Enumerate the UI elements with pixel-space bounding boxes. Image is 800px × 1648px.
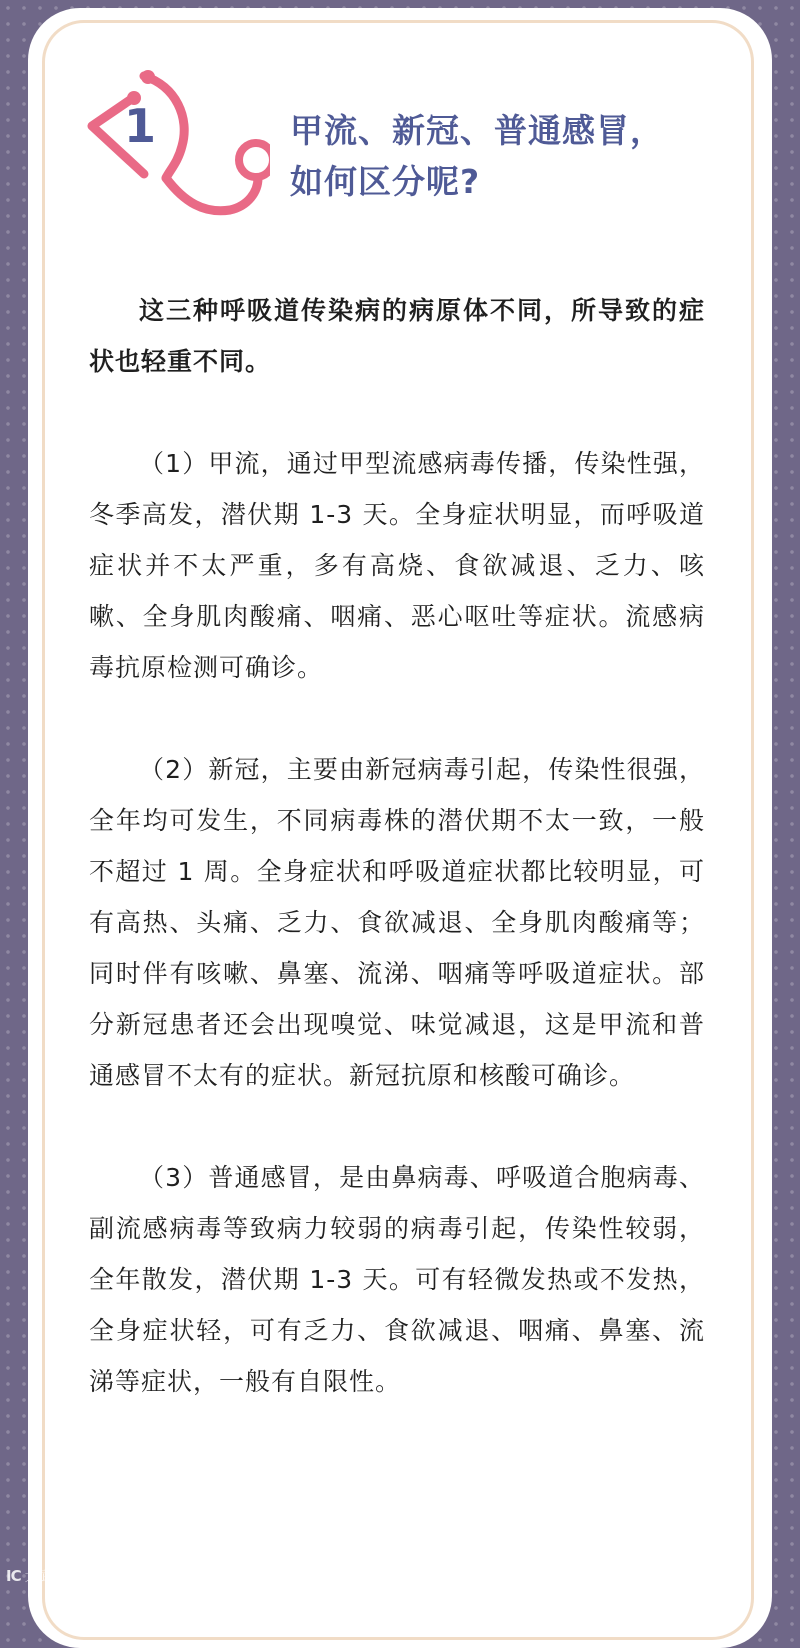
section-title (290, 105, 730, 207)
section-title-line-2: 如何区分呢? (290, 162, 481, 201)
article-body (89, 285, 705, 1407)
paragraph-flu: （1）甲流，通过甲型流感病毒传播，传染性强，冬季高发，潜伏期 1-3 天。全身症状明显，而呼吸道症状并不太严重，多有高烧、食欲减退、乏力、咳嗽、全身肌肉酸痛、咽痛、恶心呕吐等症状。流感病毒抗原检测可确诊。 (89, 449, 705, 682)
section-number: 1 (123, 99, 156, 153)
paragraph-common-cold: （3）普通感冒，是由鼻病毒、呼吸道合胞病毒、副流感病毒等致病力较弱的病毒引起，传染性较弱，全年散发，潜伏期 1-3 天。可有轻微发热或不发热，全身症状轻，可有乏力、食欲减退、咽痛、鼻塞、流涕等症状，一般有自限性。 (89, 1163, 705, 1396)
watermark (6, 1566, 67, 1586)
intro-paragraph: 这三种呼吸道传染病的病原体不同，所导致的症状也轻重不同。 (89, 296, 705, 376)
watermark-text: 大武汉 (24, 1569, 67, 1585)
watermark-logo: IC (6, 1567, 21, 1585)
section-title-line-1: 甲流、新冠、普通感冒， (290, 111, 664, 150)
stethoscope-icon (80, 66, 270, 226)
paragraph-covid: （2）新冠，主要由新冠病毒引起，传染性很强，全年均可发生，不同病毒株的潜伏期不太一致，一般不超过 1 周。全身症状和呼吸道症状都比较明显，可有高热、头痛、乏力、食欲减退、全身肌肉酸痛等；同时伴有咳嗽、鼻塞、流涕、咽痛等呼吸道症状。部分新冠患者还会出现嗅觉、味觉减退，这是甲流和普通感冒不太有的症状。新冠抗原和核酸可确诊。 (89, 755, 705, 1090)
